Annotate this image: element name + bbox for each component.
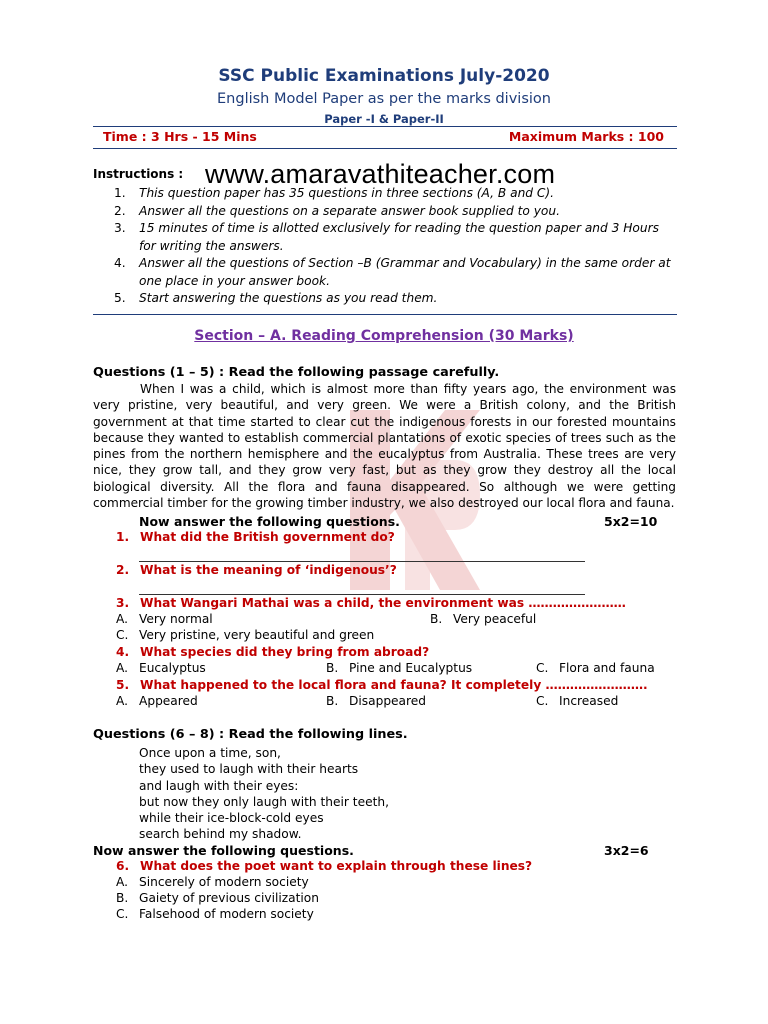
marks-label: 3x2=6 [604,843,649,858]
maximum-marks: Maximum Marks : 100 [508,129,664,144]
header-rule-top [93,126,677,127]
exam-subtitle: English Model Paper as per the marks division [217,91,551,107]
questions-6-8-heading: Questions (6 – 8) : Read the following lines. [93,727,408,742]
time-allowed: Time : 3 Hrs - 15 Mins [103,129,257,144]
instruction-item: 5. Start answering the questions as you read them. [114,291,438,305]
exam-paper-page: SSC Public Examinations July-2020 English Model Paper as per the marks division Paper -I & Paper-II Time : 3 Hrs - 15 Mins Maximum Marks : 100 Instructions : www.amaravathiteacher.com 1. This question paper has 35 questions in three sections (A, B and C). 2. Answer all the questions on a separate answer book supplied to you. 3. 15 minutes of time is allotted exclusively for reading the question paper and 3 Hours for writing the answers. 4. Answer all the questions of Section –B (Grammar and Vocabulary) in the same order at one place in your answer book. 5. Start answering the questions as you read them. Section – A. Reading Comprehension (30 Marks) Questions (1 – 5) : Read the following passage carefully. When I was a child, which is almost more than fifty years ago, the environment was very pristine, very beautiful, and very green. We were a British colony, and the British government at that time started to clear cut the indigenous forests in our forested mountains because they wanted to establish commercial plantations of exotic species of trees such as the pines from the northern hemisphere and the eucalyptus from Australia. These trees are very nice, they grow tall, and they grow very fast, but as they grow they destroy all the local biological diversity. All the flora and fauna disappeared. So although we were getting commercial timber for the growing timber industry, we also destroyed our local flora and fauna. Now answer the following questions. 5x2=10 1. What did the British government do? 2. What is the meaning of ‘indigenous’? 3. What Wangari Mathai was a child, the environment was …………………… A. Very normal B. Very peaceful C. Very pristine, very beautiful and green 4. What species did they bring from abroad? A. Eucalyptus B. Pine and Eucalyptus C. Flora and fauna 5. What happened to the local flora and fauna? It completely ……………………. A. Appeared B. Disappeared C. Increased Questions (6 – 8) : Read the following lines. Once upon a time, son, they used to laugh with their hearts and laugh with their eyes: but now they only laugh with their teeth, while their ice-block-cold eyes search behind my shadow. Now answer the following questions. 3x2=6 6. What does the poet want to explain through these lines? A. Sincerely of modern society B. Gaiety of previous civilization C. Falsehood of modern society [0,0,768,1024]
poem-line: while their ice-block-cold eyes [139,811,324,826]
now-answer-label: Now answer the following questions. [93,843,354,858]
section-rule [93,314,677,315]
poem-line: but now they only laugh with their teeth, [139,794,389,809]
marks-label: 5x2=10 [604,514,658,529]
poem-line: and laugh with their eyes: [139,778,299,793]
instruction-item: 3. 15 minutes of time is allotted exclusively for reading the question paper and 3 Hours for writing the answers. [114,221,659,253]
poem-line: search behind my shadow. [139,827,302,842]
answer-line [139,594,585,595]
paper-label: Paper -I & Paper-II [324,112,444,126]
website-watermark-text: www.amaravathiteacher.com [205,159,556,189]
now-answer-label: Now answer the following questions. [139,514,400,529]
instruction-item: 1. This question paper has 35 questions in three sections (A, B and C). [114,186,555,200]
instruction-item: 4. Answer all the questions of Section –B (Grammar and Vocabulary) in the same order at one place in your answer book. [114,256,671,288]
poem-line: Once upon a time, son, [139,746,281,760]
instructions-list [114,185,674,308]
section-a-heading: Section – A. Reading Comprehension (30 Marks) [194,328,574,344]
poem [139,745,389,843]
header-rule-bottom [93,148,677,149]
exam-title: SSC Public Examinations July-2020 [218,66,550,86]
answer-line [139,561,585,562]
instructions-label: Instructions : [93,167,184,181]
reading-passage: When I was a child, which is almost more than fifty years ago, the environment was very pristine, very beautiful, and very green. We were a British colony, and the British government at that time started to clear cut the indigenous forests in our forested mountains because they wanted to establish commercial plantations of exotic species of trees such as the pines from the northern hemisphere and the eucalyptus from Australia. These trees are very nice, they grow tall, and they grow very fast, but as they grow they destroy all the local biological diversity. All the flora and fauna disappeared. So although we were getting commercial timber for the growing timber industry, we also destroyed our local flora and fauna. [93,382,676,511]
questions-1-5-heading: Questions (1 – 5) : Read the following passage carefully. [93,365,500,380]
poem-line: they used to laugh with their hearts [139,762,359,777]
instruction-item: 2. Answer all the questions on a separate answer book supplied to you. [114,203,560,218]
